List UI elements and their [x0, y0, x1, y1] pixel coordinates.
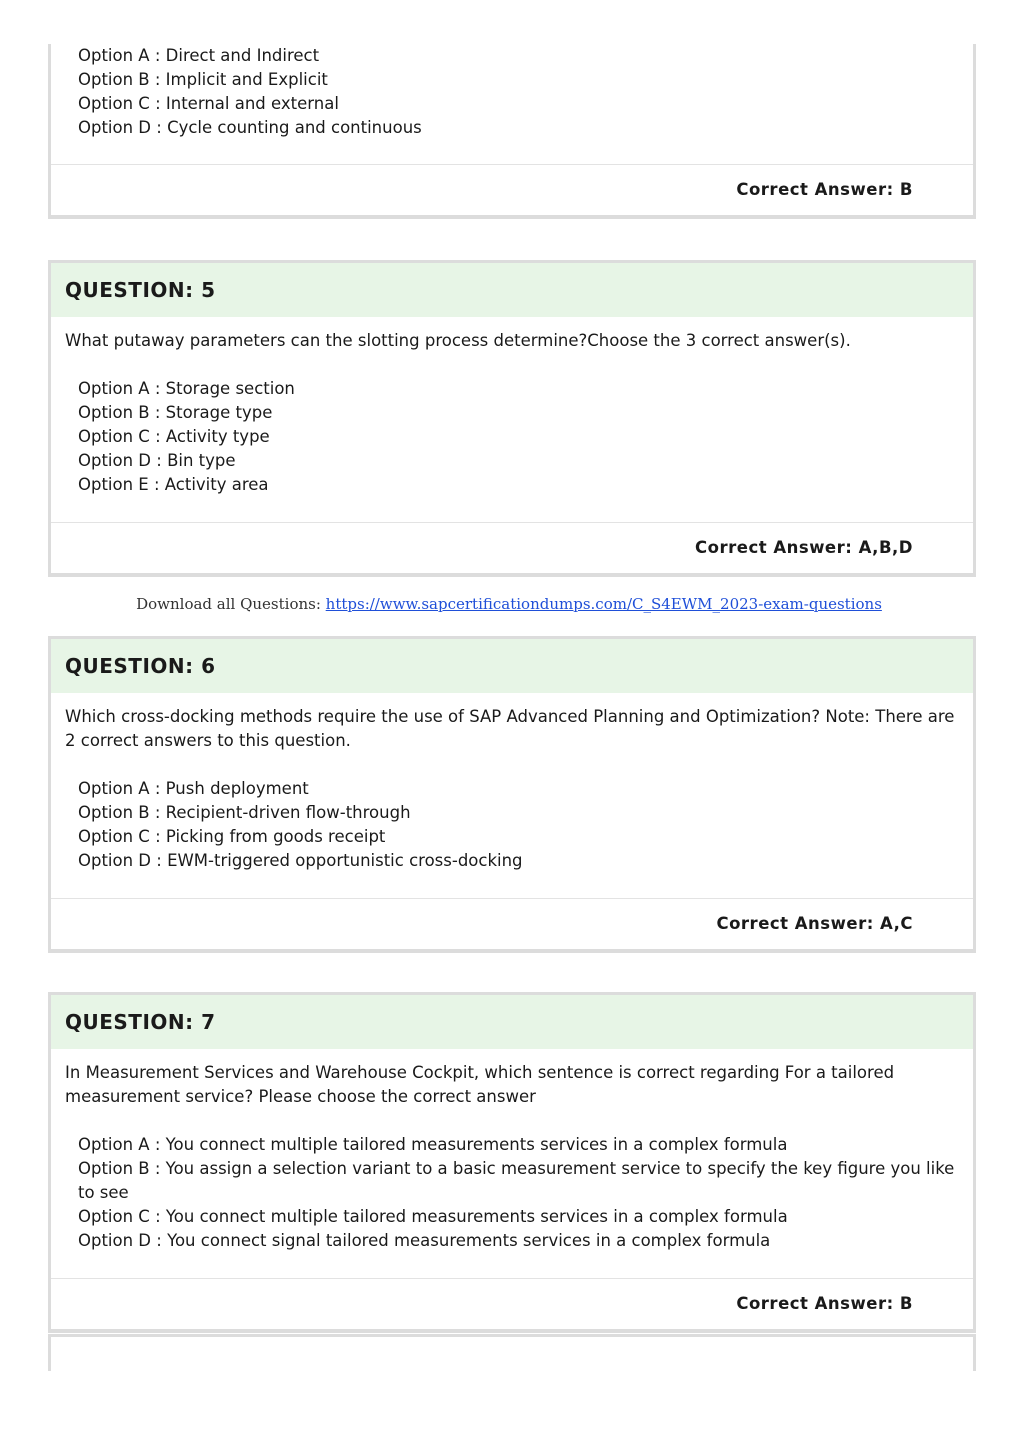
- download-label: Download all Questions:: [136, 595, 326, 613]
- option-list: [65, 44, 959, 140]
- option-d: Option D : You connect signal tailored measurements services in a complex formula: [78, 1231, 771, 1250]
- question-card-6: [48, 636, 976, 953]
- option-list: [65, 777, 959, 873]
- question-text: In Measurement Services and Warehouse Cockpit, which sentence is correct regarding For a tailored measurement service? Please choose the correct answer: [65, 1063, 895, 1106]
- option-b: Option B : Implicit and Explicit: [78, 70, 328, 89]
- option-a: Option A : Direct and Indirect: [78, 46, 320, 65]
- question-card-4: [48, 44, 976, 219]
- question-header: QUESTION: 7: [51, 995, 973, 1049]
- question-header: QUESTION: 6: [51, 639, 973, 693]
- download-line: [0, 595, 1018, 613]
- option-b: Option B : Recipient-driven flow-through: [78, 803, 411, 822]
- option-list: [65, 377, 959, 497]
- correct-answer: Correct Answer: A,B,D: [695, 538, 913, 557]
- option-d: Option D : Cycle counting and continuous: [78, 118, 422, 137]
- option-d: Option D : Bin type: [78, 451, 236, 470]
- option-e: Option E : Activity area: [78, 475, 269, 494]
- option-a: Option A : You connect multiple tailored measurements services in a complex formula: [78, 1135, 788, 1154]
- option-list: [65, 1133, 959, 1253]
- question-card-7: [48, 992, 976, 1333]
- option-c: Option C : Picking from goods receipt: [78, 827, 386, 846]
- card-bottom-border: [51, 1329, 973, 1333]
- download-link[interactable]: https://www.sapcertificationdumps.com/C_S4EWM_2023-exam-questions: [325, 595, 882, 613]
- option-c: Option C : You connect multiple tailored measurements services in a complex formula: [78, 1207, 788, 1226]
- question-text: Which cross-docking methods require the use of SAP Advanced Planning and Optimization? Note: There are 2 correct answers to this question.: [65, 707, 955, 750]
- correct-answer: Correct Answer: B: [736, 1294, 913, 1313]
- option-c: Option C : Activity type: [78, 427, 270, 446]
- option-a: Option A : Push deployment: [78, 779, 309, 798]
- question-card-next: [48, 1334, 976, 1371]
- question-text: What putaway parameters can the slotting process determine?Choose the 3 correct answer(s).: [65, 331, 851, 350]
- option-d: Option D : EWM-triggered opportunistic cross-docking: [78, 851, 523, 870]
- card-bottom-border: [51, 215, 973, 219]
- correct-answer: Correct Answer: A,C: [716, 914, 913, 933]
- question-card-5: [48, 260, 976, 577]
- option-b: Option B : Storage type: [78, 403, 273, 422]
- option-b: Option B : You assign a selection variant to a basic measurement service to specify the key figure you like to see: [78, 1159, 955, 1202]
- question-header: QUESTION: 5: [51, 263, 973, 317]
- correct-answer: Correct Answer: B: [736, 180, 913, 199]
- card-bottom-border: [51, 573, 973, 577]
- option-c: Option C : Internal and external: [78, 94, 339, 113]
- option-a: Option A : Storage section: [78, 379, 295, 398]
- card-bottom-border: [51, 949, 973, 953]
